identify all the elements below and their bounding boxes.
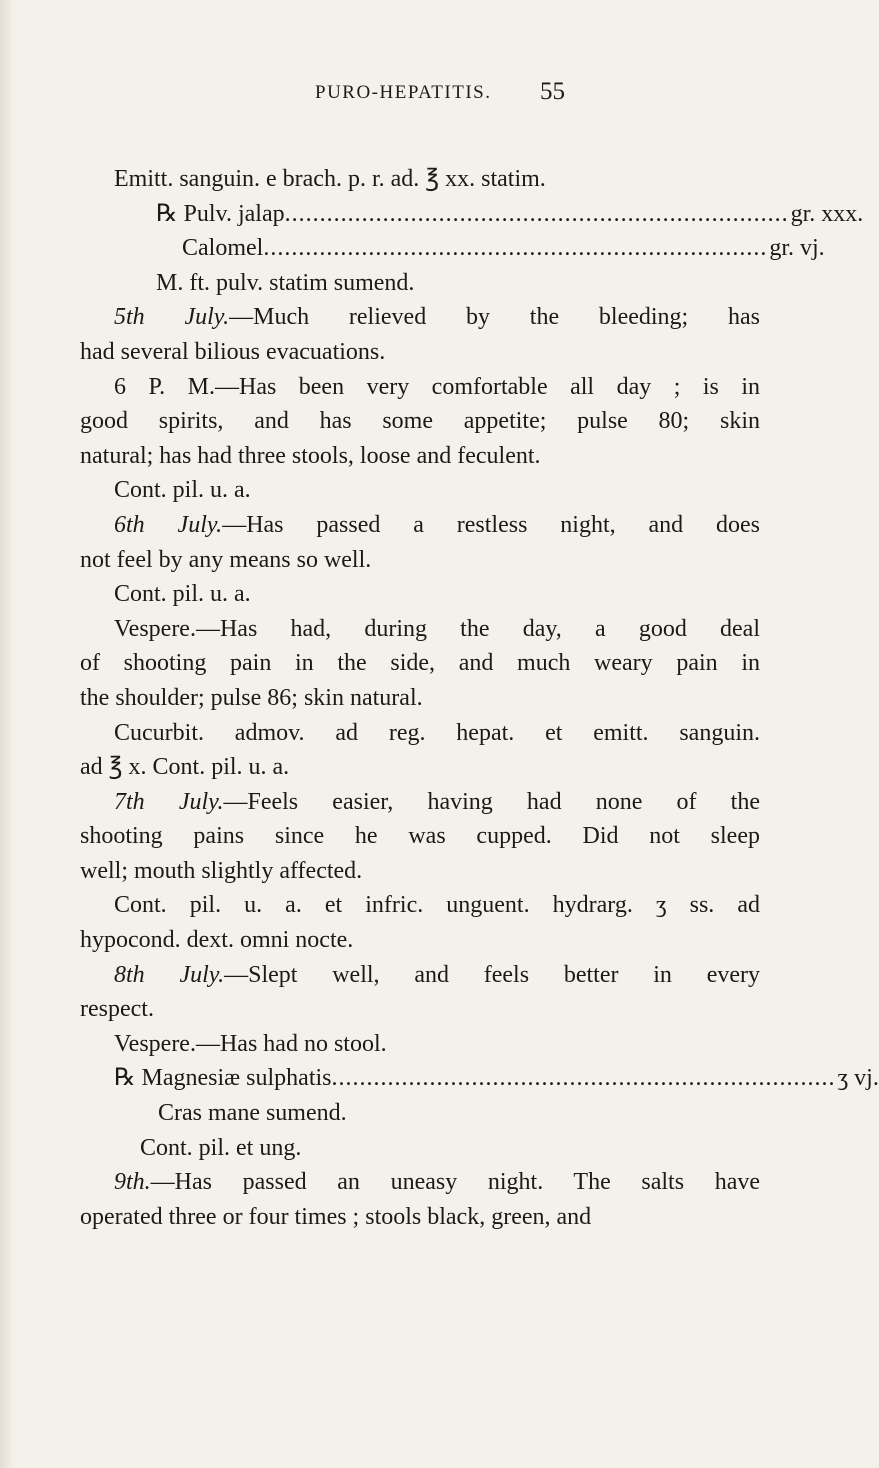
prescription-dose: gr. xxx. xyxy=(790,200,864,227)
date-label: 7th July. xyxy=(114,788,224,815)
prescription-ingredient: Calomel xyxy=(182,235,264,262)
prescription-dose: gr. vj. xyxy=(769,235,825,262)
text-line: Cont. pil. et ung. xyxy=(140,1134,302,1161)
entry-text: —Much relieved by the bleeding; has xyxy=(229,304,760,331)
text-line: Cont. pil. u. a. xyxy=(114,581,251,608)
entry-text: —Has passed a restless night, and does xyxy=(222,511,760,538)
text-line: respect. xyxy=(80,996,154,1023)
text-line: good spirits, and has some appetite; pulse 80; skin xyxy=(80,408,760,435)
text-line xyxy=(80,300,760,335)
text-line: Cras mane sumend. xyxy=(158,1100,347,1127)
text-line: 6 P. M.—Has been very comfortable all day ; is in xyxy=(114,373,760,400)
text-line xyxy=(80,958,760,993)
prescription-ingredient: ℞ Magnesiæ sulphatis xyxy=(114,1065,332,1092)
page-body xyxy=(80,162,879,1234)
text-line: had several bilious evacuations. xyxy=(80,338,386,365)
prescription-line xyxy=(80,1061,879,1096)
prescription-line xyxy=(80,231,825,266)
date-label: 8th July. xyxy=(114,961,225,988)
text-line: natural; has had three stools, loose and feculent. xyxy=(80,442,541,469)
text-line: operated three or four times ; stools black, green, and xyxy=(80,1203,592,1230)
date-label: 6th July. xyxy=(114,511,223,538)
text-line: shooting pains since he was cupped. Did not sleep xyxy=(80,823,760,850)
text-line: Vespere.—Has had, during the day, a good deal xyxy=(114,615,760,642)
text-line: hypocond. dext. omni nocte. xyxy=(80,927,354,954)
page-header xyxy=(0,78,800,118)
date-label: 9th. xyxy=(114,1169,151,1196)
text-line: the shoulder; pulse 86; skin natural. xyxy=(80,684,423,711)
prescription-dose: ʒ vj. xyxy=(837,1065,879,1092)
text-line: Cont. pil. u. a. xyxy=(114,477,251,504)
leader-dots: ........................................................................ xyxy=(263,235,768,262)
leader-dots: ........................................................................ xyxy=(284,200,789,227)
text-line: Cucurbit. admov. ad reg. hepat. et emitt. sanguin. xyxy=(114,719,760,746)
entry-text: —Feels easier, having had none of the xyxy=(223,788,761,815)
date-label: 5th July. xyxy=(114,304,230,331)
entry-text: —Slept well, and feels better in every xyxy=(224,961,760,988)
text-line xyxy=(80,508,760,543)
text-line xyxy=(80,1165,760,1200)
text-line: ad ℥ x. Cont. pil. u. a. xyxy=(80,754,290,781)
page-number: 55 xyxy=(540,78,565,105)
prescription-ingredient: ℞ Pulv. jalap xyxy=(156,200,285,227)
entry-text: —Has passed an uneasy night. The salts have xyxy=(150,1169,760,1196)
text-line: of shooting pain in the side, and much weary pain in xyxy=(80,650,760,677)
text-line xyxy=(80,785,760,820)
text-line: Vespere.—Has had no stool. xyxy=(114,1030,387,1057)
prescription-line xyxy=(80,197,864,232)
text-line: Cont. pil. u. a. et infric. unguent. hydrarg. ʒ ss. ad xyxy=(114,892,760,919)
text-line: Emitt. sanguin. e brach. p. r. ad. ℥ xx. statim. xyxy=(114,166,546,192)
running-head: PURO-HEPATITIS. xyxy=(315,82,492,103)
text-line: not feel by any means so well. xyxy=(80,546,372,573)
leader-dots: ........................................................................ xyxy=(331,1065,836,1092)
text-line: M. ft. pulv. statim sumend. xyxy=(156,269,415,296)
page-gutter-shadow xyxy=(0,0,14,1468)
text-line: well; mouth slightly affected. xyxy=(80,857,363,884)
